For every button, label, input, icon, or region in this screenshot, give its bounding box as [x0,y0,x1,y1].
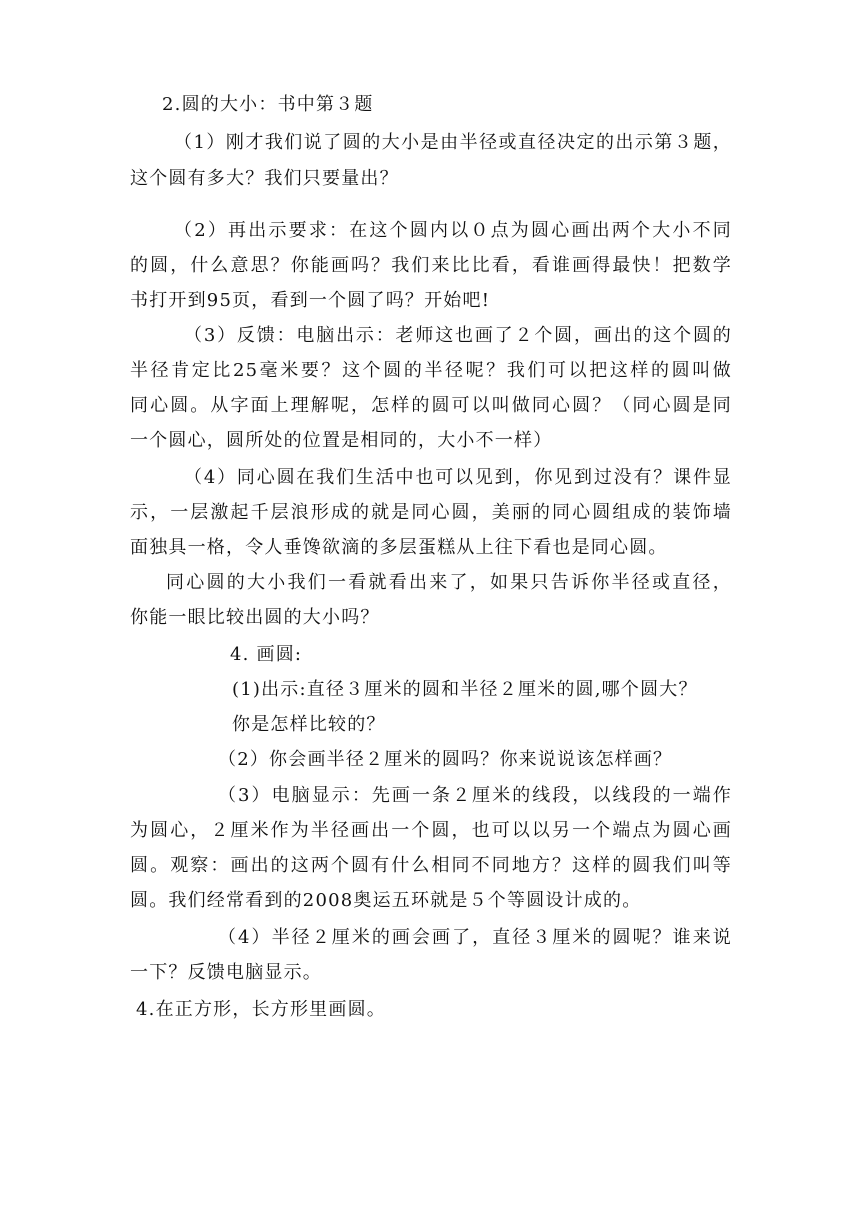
paragraph-line: （3）反馈：电脑出示：老师这也画了２个圆，画出的这个圆的 [184,325,732,346]
paragraph-line: 一个圆心，圆所处的位置是相同的，大小不一样） [130,430,553,451]
paragraph-line: 同心圆的大小我们一看就看出来了，如果只告诉你半径或直径， [166,572,732,593]
paragraph-line: 圆。我们经常看到的2008奥运五环就是５个等圆设计成的。 [130,890,642,911]
paragraph-line: 的圆，什么意思？你能画吗？我们来比比看，看谁画得最快！把数学 [130,255,732,276]
paragraph-line: 半径肯定比25毫米要？这个圆的半径呢？我们可以把这样的圆叫做 [130,360,732,381]
paragraph-line: 书打开到95页，看到一个圆了吗？开始吧! [130,290,491,311]
paragraph-line: 你能一眼比较出圆的大小吗？ [130,607,380,628]
paragraph-line: （2）你会画半径２厘米的圆吗？你来说说该怎样画？ [218,749,673,770]
section-heading-circle-size: 2.圆的大小：书中第３题 [162,94,374,115]
section-heading-square-rectangle: 4.在正方形，长方形里画圆。 [136,999,386,1020]
paragraph-line: （4）同心圆在我们生活中也可以见到，你见到过没有？课件显 [184,467,732,488]
paragraph-line: 圆。观察：画出的这两个圆有什么相同不同地方？这样的圆我们叫等 [130,855,732,876]
paragraph-line: 同心圆。从字面上理解呢，怎样的圆可以叫做同心圆？（同心圆是同 [130,395,732,416]
paragraph-line: 面独具一格，令人垂馋欲滴的多层蛋糕从上往下看也是同心圆。 [130,537,668,558]
paragraph-line: 示，一层激起千层浪形成的就是同心圆，美丽的同心圆组成的装饰墙 [130,502,732,523]
paragraph-line: （4）半径２厘米的画会画了，直径３厘米的圆呢？谁来说 [218,927,732,948]
paragraph-line: 为圆心，２厘米作为半径画出一个圆，也可以以另一个端点为圆心画 [130,820,732,841]
paragraph-line: （3）电脑显示：先画一条２厘米的线段，以线段的一端作 [218,785,732,806]
paragraph-line: 你是怎样比较的？ [232,714,386,735]
paragraph-line: 这个圆有多大？我们只要量出？ [130,168,399,189]
paragraph-line: (1)出示:直径３厘米的圆和半径２厘米的圆,哪个圆大？ [232,679,698,700]
paragraph-line: （2）再出示要求：在这个圆内以０点为圆心画出两个大小不同 [174,220,732,241]
paragraph-line: 一下？反馈电脑显示。 [130,962,322,983]
section-heading-draw-circle: 4. 画圆: [230,644,303,665]
paragraph-line: （1）刚才我们说了圆的大小是由半径或直径决定的出示第３题， [174,132,732,153]
